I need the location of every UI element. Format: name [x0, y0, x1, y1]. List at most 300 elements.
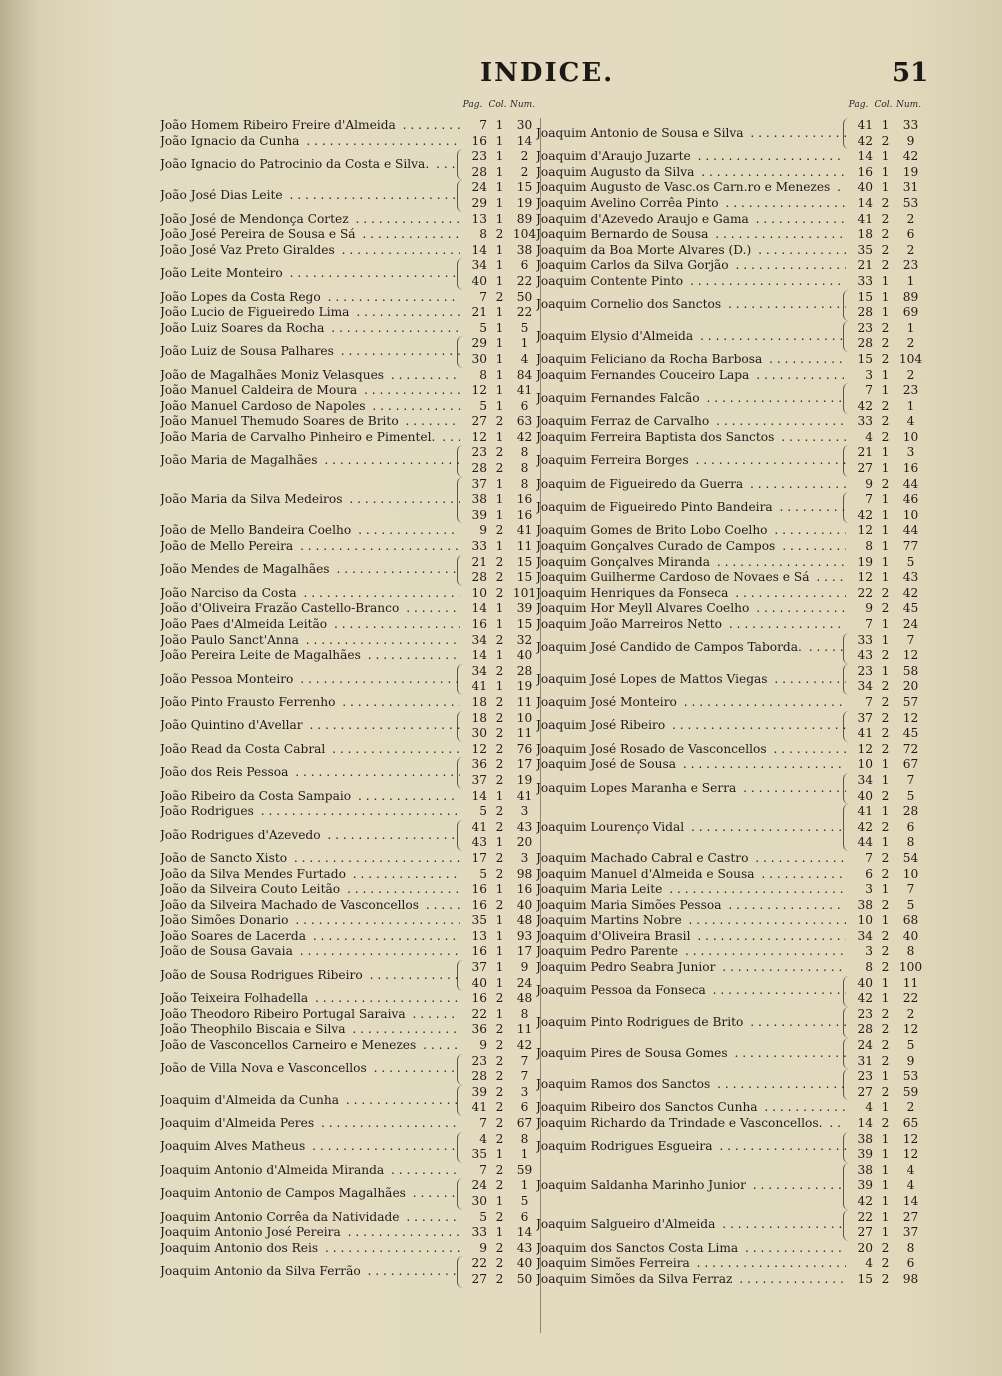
page-ref: 38	[857, 897, 873, 912]
page-ref: 38	[857, 1131, 873, 1146]
num-ref: 2	[520, 149, 529, 164]
num-header: Num.	[510, 100, 536, 110]
entry-name	[536, 960, 846, 976]
entry-name-text: João de Sousa Rodrigues Ribeiro	[160, 967, 363, 982]
entry-name-text: Joaquim Manuel d'Almeida e Sousa	[536, 866, 755, 881]
reference-line	[846, 1194, 932, 1210]
index-entry	[536, 1241, 932, 1257]
col-ref: 1	[495, 118, 504, 132]
col-ref: 1	[495, 648, 504, 663]
entry-name	[160, 789, 460, 805]
entry-name	[160, 523, 460, 539]
num-ref: 23	[902, 383, 919, 398]
pag-header: Pag.	[462, 100, 483, 110]
entry-name	[536, 929, 846, 945]
page-ref: 30	[471, 726, 487, 741]
page-ref: 23	[471, 149, 487, 164]
entry-references	[457, 1054, 540, 1085]
entry-references	[457, 711, 540, 742]
index-entry	[160, 368, 540, 384]
entry-references	[846, 867, 932, 883]
page-ref: 34	[857, 772, 873, 787]
entry-references	[460, 851, 540, 867]
num-ref: 45	[902, 601, 919, 616]
entry-name	[160, 718, 460, 734]
col-ref: 2	[495, 289, 504, 304]
num-ref: 11	[902, 975, 919, 990]
page-ref: 38	[471, 492, 487, 507]
reference-line	[460, 929, 540, 945]
page-ref: 8	[479, 367, 487, 382]
page-ref: 28	[471, 164, 487, 179]
index-entry	[160, 399, 540, 415]
reference-line	[846, 1100, 932, 1116]
num-ref: 20	[902, 679, 919, 694]
entry-name-text: Joaquim Gonçalves Miranda	[536, 554, 710, 569]
num-ref: 22	[516, 305, 533, 320]
entry-name-text: Joaquim Gonçalves Curado de Campos	[536, 539, 776, 554]
entry-name-text: João Soares de Lacerda	[160, 928, 307, 943]
col-ref: 1	[881, 289, 890, 304]
page-ref: 43	[857, 648, 873, 663]
index-entry	[160, 1085, 540, 1116]
entry-name	[160, 601, 460, 617]
index-entry	[536, 539, 932, 555]
col-ref: 2	[881, 258, 890, 273]
index-entry	[160, 789, 540, 805]
entry-name-text: João Lopes da Costa Rego	[160, 289, 321, 304]
entry-references	[846, 430, 932, 446]
col-ref: 2	[881, 1053, 890, 1068]
reference-line	[460, 1241, 540, 1257]
page-ref: 16	[471, 133, 487, 148]
col-ref: 1	[881, 1193, 890, 1208]
col-ref: 2	[881, 819, 890, 834]
entry-references	[457, 445, 540, 476]
page-ref: 41	[857, 211, 873, 226]
entry-name	[160, 1225, 460, 1241]
entry-references	[846, 1272, 932, 1288]
index-entry	[536, 492, 932, 523]
num-ref: 3	[520, 804, 529, 819]
page-ref: 42	[857, 133, 873, 148]
num-ref: 44	[902, 476, 919, 491]
page-ref: 5	[479, 1209, 487, 1224]
entry-references	[846, 274, 932, 290]
entry-references	[843, 118, 932, 149]
col-ref: 1	[881, 118, 890, 132]
num-ref: 68	[902, 913, 919, 928]
reference-line	[846, 1147, 932, 1163]
reference-line	[460, 1054, 540, 1070]
entry-references	[843, 976, 932, 1007]
page-ref: 12	[471, 741, 487, 756]
index-entry	[160, 944, 540, 960]
entry-name	[536, 329, 846, 345]
entry-name	[160, 991, 460, 1007]
reference-line	[846, 1178, 932, 1194]
entry-references	[460, 305, 540, 321]
reference-line	[846, 867, 932, 883]
entry-name	[160, 828, 460, 844]
entry-references	[846, 414, 932, 430]
col-ref: 2	[495, 1240, 504, 1255]
entry-name-text: Joaquim Avelino Corrêa Pinto	[536, 195, 719, 210]
reference-line	[846, 508, 932, 524]
entry-references	[843, 290, 932, 321]
page-ref: 37	[471, 476, 487, 491]
num-ref: 65	[902, 1116, 919, 1130]
reference-line	[846, 227, 932, 243]
reference-line	[846, 804, 932, 820]
entry-name-text: Joaquim Salgueiro d'Almeida	[536, 1217, 716, 1232]
reference-line	[846, 383, 932, 399]
reference-line	[846, 1225, 932, 1241]
entry-references	[460, 789, 540, 805]
num-ref: 20	[516, 835, 533, 850]
entry-name	[536, 196, 846, 212]
reference-line	[846, 118, 932, 134]
col-ref: 1	[881, 663, 890, 678]
reference-line	[846, 898, 932, 914]
entry-name-text: João de Mello Pereira	[160, 539, 294, 554]
page-ref: 34	[471, 663, 487, 678]
col-ref: 2	[495, 1162, 504, 1177]
reference-line	[460, 976, 540, 992]
entry-references	[460, 1007, 540, 1023]
index-entry	[536, 196, 932, 212]
reference-line	[846, 149, 932, 165]
entry-name-text: João Ribeiro da Costa Sampaio	[160, 788, 352, 803]
page-ref: 41	[857, 726, 873, 741]
page-ref: 15	[857, 289, 873, 304]
index-entry	[160, 212, 540, 228]
entry-name	[160, 212, 460, 228]
entry-name	[160, 290, 460, 306]
num-ref: 89	[516, 211, 533, 226]
entry-name-text: João da Silveira Machado de Vasconcellos	[160, 897, 419, 912]
reference-line	[846, 165, 932, 181]
num-ref: 2	[906, 336, 915, 351]
reference-line	[460, 1178, 540, 1194]
page-ref: 28	[471, 461, 487, 476]
entry-references	[843, 1210, 932, 1241]
page-ref: 34	[471, 258, 487, 273]
page-ref: 9	[865, 601, 873, 616]
num-ref: 48	[516, 991, 533, 1006]
entry-name	[536, 718, 846, 734]
index-entry	[160, 1054, 540, 1085]
index-entry	[536, 944, 932, 960]
num-ref: 3	[520, 850, 529, 865]
num-ref: 57	[902, 694, 919, 709]
reference-line	[846, 1038, 932, 1054]
page-ref: 36	[471, 1022, 487, 1037]
entry-name-text: João Read da Costa Cabral	[160, 741, 326, 756]
page-ref: 7	[865, 492, 873, 507]
entry-name-text: João da Silva Mendes Furtado	[160, 866, 346, 881]
entry-name	[536, 368, 846, 384]
reference-line	[460, 149, 540, 165]
reference-line	[846, 726, 932, 742]
col-ref: 2	[495, 1053, 504, 1068]
num-ref: 50	[516, 1271, 533, 1286]
col-ref: 1	[495, 539, 504, 554]
reference-line	[846, 336, 932, 352]
num-ref: 7	[906, 772, 915, 787]
col-ref: 2	[881, 414, 890, 429]
col-ref: 1	[495, 975, 504, 990]
entry-references	[846, 898, 932, 914]
reference-line	[460, 757, 540, 773]
num-ref: 16	[516, 882, 533, 897]
reference-line	[846, 414, 932, 430]
reference-line	[460, 960, 540, 976]
index-entry	[160, 601, 540, 617]
entry-references	[460, 134, 540, 150]
num-ref: 58	[902, 663, 919, 678]
col-ref: 2	[495, 710, 504, 725]
col-ref: 1	[495, 211, 504, 226]
page-ref: 7	[479, 1116, 487, 1130]
reference-line	[846, 321, 932, 337]
page-ref: 13	[471, 211, 487, 226]
num-ref: 8	[520, 445, 529, 460]
entry-name	[160, 243, 460, 259]
num-ref: 12	[902, 710, 919, 725]
col-ref: 2	[881, 726, 890, 741]
page-ref: 33	[857, 632, 873, 647]
entry-name	[160, 929, 460, 945]
reference-line	[460, 835, 540, 851]
entry-name	[160, 1139, 460, 1155]
entry-name	[160, 944, 460, 960]
index-entry	[160, 336, 540, 367]
index-entry	[536, 1007, 932, 1038]
num-ref: 5	[520, 1193, 529, 1208]
entry-references	[846, 742, 932, 758]
entry-name	[536, 570, 846, 586]
page-ref: 22	[857, 1209, 873, 1224]
entry-name-text: Joaquim de Figueiredo da Guerra	[536, 476, 744, 491]
entry-name	[536, 1077, 846, 1093]
reference-line	[460, 383, 540, 399]
num-ref: 19	[516, 679, 533, 694]
index-entry	[536, 1116, 932, 1132]
entry-name	[160, 913, 460, 929]
entry-name	[536, 672, 846, 688]
num-ref: 28	[902, 804, 919, 819]
col-ref: 1	[495, 882, 504, 897]
entry-name-text: Joaquim Lourenço Vidal	[536, 819, 685, 834]
index-entry	[536, 414, 932, 430]
page-ref: 5	[479, 320, 487, 335]
entry-references	[460, 321, 540, 337]
num-ref: 15	[516, 570, 533, 585]
entry-references	[460, 399, 540, 415]
num-ref: 40	[516, 648, 533, 663]
entry-references	[460, 1116, 540, 1132]
page-ref: 6	[865, 866, 873, 881]
num-ref: 11	[516, 539, 533, 554]
col-ref: 2	[881, 133, 890, 148]
right-column	[536, 100, 932, 1330]
index-entry	[160, 820, 540, 851]
reference-line	[460, 196, 540, 212]
entry-references	[846, 586, 932, 602]
num-ref: 42	[516, 1038, 533, 1053]
reference-line	[846, 882, 932, 898]
page-ref: 7	[865, 850, 873, 865]
reference-line	[460, 258, 540, 274]
reference-line	[460, 430, 540, 446]
entry-name-text: Joaquim Antonio José Pereira	[160, 1225, 341, 1240]
col-ref: 1	[881, 772, 890, 787]
entry-references	[457, 820, 540, 851]
index-entry	[536, 1210, 932, 1241]
index-entry	[536, 321, 932, 352]
num-ref: 6	[520, 1100, 529, 1115]
entry-references	[846, 695, 932, 711]
reference-line	[460, 445, 540, 461]
entry-name-text: Joaquim Antonio d'Almeida Miranda	[160, 1162, 385, 1177]
col-ref: 2	[495, 694, 504, 709]
page-ref: 23	[857, 320, 873, 335]
page-ref: 28	[471, 1069, 487, 1084]
page-ref: 40	[857, 180, 873, 195]
num-ref: 6	[906, 819, 915, 834]
col-ref: 2	[495, 1209, 504, 1224]
index-entry	[536, 882, 932, 898]
col-ref: 1	[881, 1069, 890, 1084]
entry-name	[536, 149, 846, 165]
index-entry	[536, 274, 932, 290]
num-ref: 17	[516, 757, 533, 772]
col-ref: 1	[881, 492, 890, 507]
entry-name-text: Joaquim Guilherme Cardoso de Novaes e Sá	[536, 570, 810, 585]
num-ref: 42	[902, 585, 919, 600]
entry-references	[846, 212, 932, 228]
entry-references	[843, 711, 932, 742]
page-ref: 27	[471, 414, 487, 429]
entry-name	[536, 867, 846, 883]
entry-references	[846, 539, 932, 555]
entry-name-text: João Paulo Sanct'Anna	[160, 632, 299, 647]
page-ref: 9	[479, 1038, 487, 1053]
reference-line	[846, 570, 932, 586]
index-entry	[160, 695, 540, 711]
entry-references	[460, 929, 540, 945]
col-ref: 2	[495, 850, 504, 865]
page-ref: 3	[865, 944, 873, 959]
entry-references	[843, 445, 932, 476]
col-ref: 2	[495, 554, 504, 569]
entry-name-text: Joaquim Richardo da Trindade e Vasconcellos.	[536, 1116, 823, 1130]
entry-references	[460, 212, 540, 228]
reference-line	[846, 1210, 932, 1226]
page-ref: 31	[857, 1053, 873, 1068]
reference-line	[846, 243, 932, 259]
num-ref: 14	[902, 1193, 919, 1208]
num-ref: 1	[520, 336, 529, 351]
num-ref: 98	[516, 866, 533, 881]
page-ref: 28	[857, 336, 873, 351]
page-ref: 7	[479, 118, 487, 132]
entry-name-text: João Narciso da Costa	[160, 585, 297, 600]
col-ref: 2	[495, 866, 504, 881]
reference-line	[460, 867, 540, 883]
index-entry	[160, 1241, 540, 1257]
index-entry	[160, 633, 540, 649]
index-entry	[536, 757, 932, 773]
col-ref: 2	[881, 866, 890, 881]
num-ref: 72	[902, 741, 919, 756]
entry-references	[846, 757, 932, 773]
entry-name	[536, 539, 846, 555]
entry-name	[160, 321, 460, 337]
col-ref: 1	[495, 835, 504, 850]
entry-references	[460, 695, 540, 711]
reference-line	[460, 648, 540, 664]
col-ref: 2	[495, 1100, 504, 1115]
page-ref: 16	[471, 991, 487, 1006]
col-ref: 2	[881, 679, 890, 694]
col-ref: 1	[495, 944, 504, 959]
page-ref: 16	[471, 882, 487, 897]
page-ref: 42	[857, 398, 873, 413]
col-ref: 1	[881, 164, 890, 179]
page-ref: 4	[865, 1100, 873, 1115]
reference-line	[846, 290, 932, 306]
entry-references	[846, 477, 932, 493]
entry-references	[460, 118, 540, 134]
entry-name	[160, 1061, 460, 1077]
page-ref: 3	[865, 882, 873, 897]
num-ref: 28	[516, 663, 533, 678]
entry-name-text: João Quintino d'Avellar	[160, 718, 303, 733]
page-ref: 16	[471, 897, 487, 912]
reference-line	[460, 617, 540, 633]
num-ref: 12	[902, 1147, 919, 1162]
reference-line	[846, 773, 932, 789]
entry-name	[536, 391, 846, 407]
index-entry	[160, 929, 540, 945]
entry-name	[536, 695, 846, 711]
entry-name	[536, 212, 846, 228]
entry-name	[160, 851, 460, 867]
entry-name-text: Joaquim Ribeiro dos Sanctos Cunha	[536, 1100, 758, 1115]
col-ref: 1	[881, 539, 890, 554]
entry-name	[536, 258, 846, 274]
col-ref: 1	[495, 507, 504, 522]
index-entry	[536, 867, 932, 883]
reference-line	[846, 695, 932, 711]
index-entry	[160, 1116, 540, 1132]
entry-name-text: João Simões Donario	[160, 913, 289, 928]
index-entry	[536, 633, 932, 664]
entry-name-text: Joaquim Antonio da Silva Ferrão	[160, 1264, 361, 1279]
reference-line	[460, 695, 540, 711]
num-ref: 43	[902, 570, 919, 585]
page-ref: 7	[865, 617, 873, 631]
page-ref: 23	[857, 663, 873, 678]
index-entry	[160, 804, 540, 820]
page-ref: 38	[857, 1162, 873, 1177]
page-ref: 12	[857, 741, 873, 756]
num-ref: 22	[902, 991, 919, 1006]
reference-line	[846, 368, 932, 384]
page-ref: 4	[865, 429, 873, 444]
